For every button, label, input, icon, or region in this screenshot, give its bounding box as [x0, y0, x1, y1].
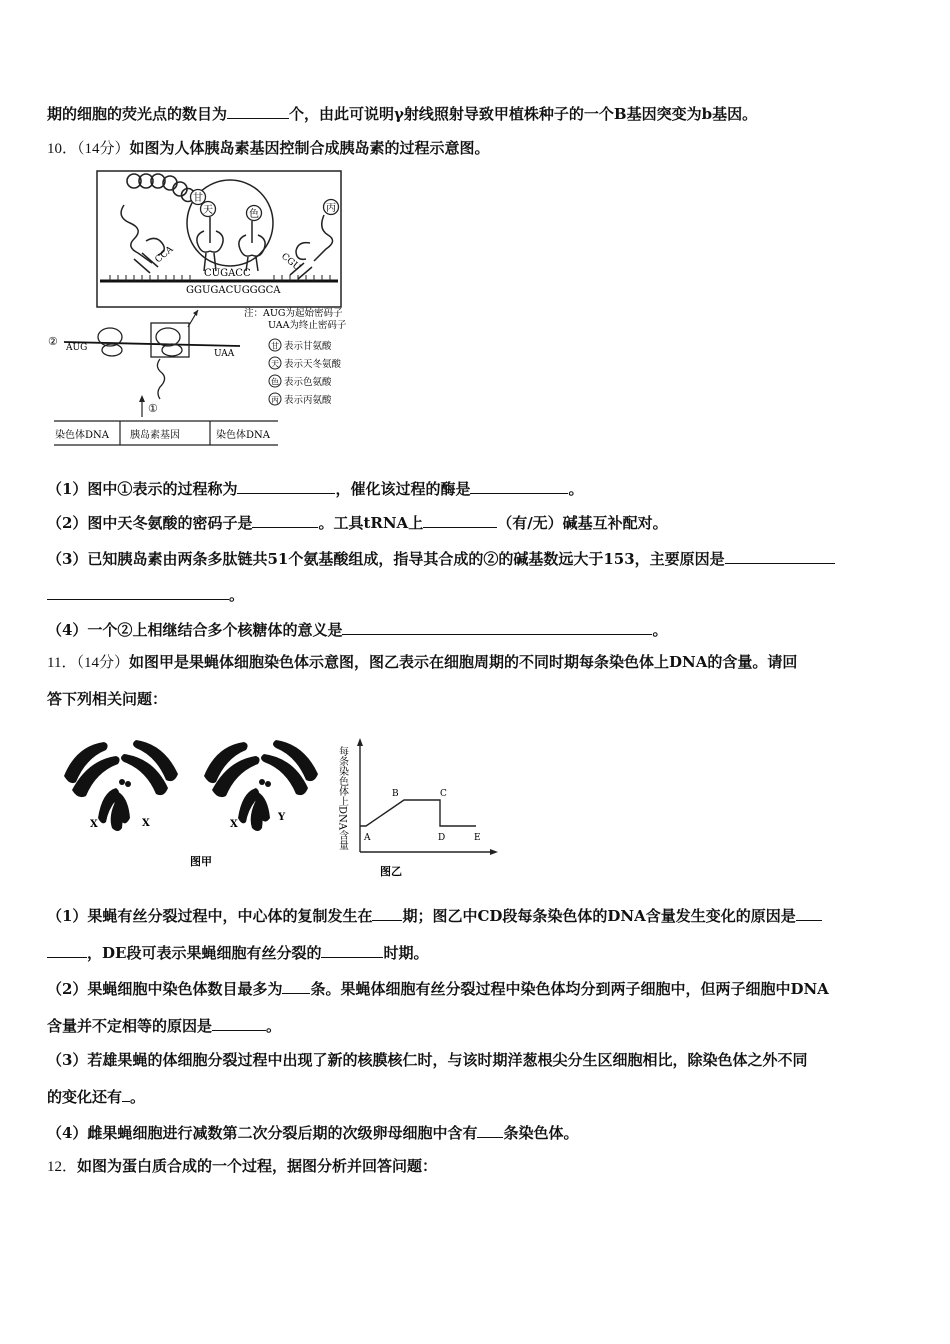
text-seg: 含量并不定相等的原因是	[47, 1017, 213, 1035]
chromosome-label: Y	[278, 812, 286, 823]
text-seg: （有/无）碱基互补配对。	[497, 514, 668, 532]
text-seg: 条染色体。	[503, 1124, 579, 1142]
question-10-part-4	[47, 619, 667, 640]
x-axis-arrow	[490, 849, 498, 855]
question-11-part-4	[47, 1122, 578, 1143]
dna-left-label: 染色体DNA	[55, 430, 109, 441]
question-score: （14分）	[77, 141, 130, 157]
fruitfly-chromosome-figure	[58, 734, 498, 884]
peptide-chain	[127, 174, 195, 202]
question-number: 12．	[47, 1159, 78, 1175]
mrna-sequence: GGUGACUGGGCA	[186, 285, 281, 296]
step-1-label: ①	[148, 402, 158, 415]
question-number: 10．	[47, 141, 78, 157]
text-seg: （1）图中①表示的过程称为	[47, 480, 238, 498]
chromosome-set-male	[204, 740, 318, 831]
text-seg: （4）雌果蝇细胞进行减数第二次分裂后期的次级卵母细胞中含有	[47, 1124, 478, 1142]
legend-text: 表示色氨酸	[284, 377, 332, 388]
anticodon-right: CGU	[279, 251, 303, 274]
point-label-e: E	[474, 833, 481, 843]
insulin-gene-label: 胰岛素基因	[130, 430, 180, 441]
question-12-title	[47, 1156, 437, 1177]
question-10-part-3	[47, 548, 835, 569]
text-seg: 。	[568, 480, 584, 498]
note-stop-codon: UAA为终止密码子	[268, 320, 347, 331]
transcription-arrow-head	[139, 395, 145, 402]
figure-yi-chart	[337, 738, 499, 855]
question-10-part-1	[47, 478, 583, 499]
point-label-d: D	[438, 833, 446, 843]
question-11-part-1	[47, 905, 822, 926]
answer-blank[interactable]	[796, 905, 822, 921]
text-seg: 个，由此可说明γ射线照射导致甲植株种子的一个B基因突变为b基因。	[289, 105, 758, 123]
text-seg: ，催化该过程的酶是	[335, 480, 471, 498]
legend-symbol-text: 色	[271, 377, 279, 387]
question-text: 如图为人体胰岛素基因控制合成胰岛素的过程示意图。	[129, 139, 490, 157]
chromosome-label: X	[90, 819, 98, 830]
text-seg: 条。果蝇体细胞有丝分裂过程中染色体均分到两子细胞中，但两子细胞中DNA	[310, 980, 829, 998]
dna-content-series-line	[360, 800, 476, 826]
answer-blank[interactable]	[477, 1122, 503, 1138]
legend-symbol-text: 丙	[271, 395, 279, 405]
text-seg: （3）若雄果蝇的体细胞分裂过程中出现了新的核膜核仁时，与该时期洋葱根尖分生区细胞相比，除染色体之外不同	[47, 1051, 808, 1069]
question-11-part-2	[47, 978, 829, 999]
point-label-b: B	[392, 789, 399, 799]
text-seg: （4）一个②上相继结合多个核糖体的意义是	[47, 621, 343, 639]
text-seg: 。	[266, 1017, 282, 1035]
text-seg: 。	[229, 586, 245, 604]
figure-yi-caption: 图乙	[380, 865, 402, 878]
question-11-part-2-cont	[47, 1015, 281, 1036]
text-seg: ，DE段可表示果蝇细胞有丝分裂的	[87, 944, 322, 962]
amino-acid-label: 色	[249, 209, 259, 220]
answer-blank[interactable]	[282, 978, 310, 994]
ribosomes-on-mrna	[98, 323, 189, 399]
text-seg: 。工具tRNA上	[318, 514, 424, 532]
text-seg: （2）果蝇细胞中染色体数目最多为	[47, 980, 283, 998]
answer-blank[interactable]	[470, 478, 568, 494]
answer-blank[interactable]	[237, 478, 335, 494]
legend-symbol-text: 甘	[271, 341, 279, 351]
question-11-part-1-cont	[47, 942, 428, 963]
text-seg: （1）果蝇有丝分裂过程中，中心体的复制发生在	[47, 907, 373, 925]
question-11-title-cont	[47, 689, 167, 709]
answer-blank[interactable]	[212, 1015, 266, 1031]
question-10-part-3-cont	[47, 584, 244, 605]
answer-blank[interactable]	[372, 905, 402, 921]
y-axis-arrow	[357, 738, 363, 746]
mrna-label: ②	[48, 335, 58, 348]
answer-blank[interactable]	[321, 942, 383, 958]
text-seg: 。	[130, 1088, 146, 1106]
question-11-part-3-cont	[47, 1086, 145, 1107]
note-start-codon: 注：AUG为起始密码子	[244, 308, 343, 319]
amino-acid-label: 甘	[193, 193, 203, 204]
text-seg: 时期。	[383, 944, 429, 962]
text-seg: （2）图中天冬氨酸的密码子是	[47, 514, 253, 532]
answer-blank[interactable]	[342, 619, 652, 635]
answer-blank[interactable]	[227, 103, 289, 119]
answer-blank[interactable]	[423, 512, 497, 528]
legend-text: 表示丙氨酸	[284, 395, 332, 406]
text-seg: 的变化还有	[47, 1088, 123, 1106]
text-seg: 期的细胞的荧光点的数目为	[47, 105, 228, 123]
stop-codon-label: UAA	[214, 349, 235, 359]
text-seg: 期；图乙中CD段每条染色体的DNA含量发生变化的原因是	[402, 907, 796, 925]
answer-blank[interactable]	[252, 512, 318, 528]
question-10-title	[47, 138, 490, 159]
question-text: 如图甲是果蝇体细胞染色体示意图，图乙表示在细胞周期的不同时期每条染色体上DNA的含量。请回	[128, 653, 798, 671]
question-10-part-2	[47, 512, 668, 533]
point-label-c: C	[440, 789, 447, 799]
question-score: （14分）	[76, 655, 129, 671]
legend-text: 表示甘氨酸	[284, 341, 332, 352]
question-text: 答下列相关问题：	[47, 690, 168, 708]
answer-blank[interactable]	[47, 942, 87, 958]
start-codon-label: AUG	[66, 343, 88, 353]
answer-blank[interactable]	[122, 1086, 130, 1102]
amino-acid-label: 丙	[326, 203, 336, 214]
figure-jia-caption: 图甲	[190, 855, 212, 868]
question-11-title	[47, 652, 797, 673]
question-11-part-3	[47, 1050, 807, 1070]
answer-blank[interactable]	[47, 584, 229, 600]
question-number: 11．	[47, 655, 77, 671]
chromosome-label: X	[230, 819, 238, 830]
chromosome-set-female	[64, 740, 178, 831]
amino-acid-label: 天	[203, 205, 213, 216]
insulin-synthesis-figure	[48, 165, 378, 450]
question-text: 如图为蛋白质合成的一个过程，据图分析并回答问题：	[77, 1157, 438, 1175]
legend-symbol-text: 天	[271, 359, 279, 369]
mrna-strand	[64, 342, 240, 346]
legend-text: 表示天冬氨酸	[284, 359, 342, 370]
text-line-1	[47, 103, 757, 124]
codon-pairing-text: CUGACC	[204, 268, 251, 279]
y-axis-label: 每条染色体上DNA含量	[336, 746, 348, 850]
point-label-a: A	[364, 833, 371, 843]
anticodon-left: CCA	[153, 244, 176, 266]
answer-blank[interactable]	[725, 548, 835, 564]
dna-right-label: 染色体DNA	[216, 430, 270, 441]
text-seg: （3）已知胰岛素由两条多肽链共51个氨基酸组成，指导其合成的②的碱基数远大于153，主要原因是	[47, 550, 725, 568]
text-seg: 。	[652, 621, 668, 639]
chromosome-label: X	[142, 818, 150, 829]
